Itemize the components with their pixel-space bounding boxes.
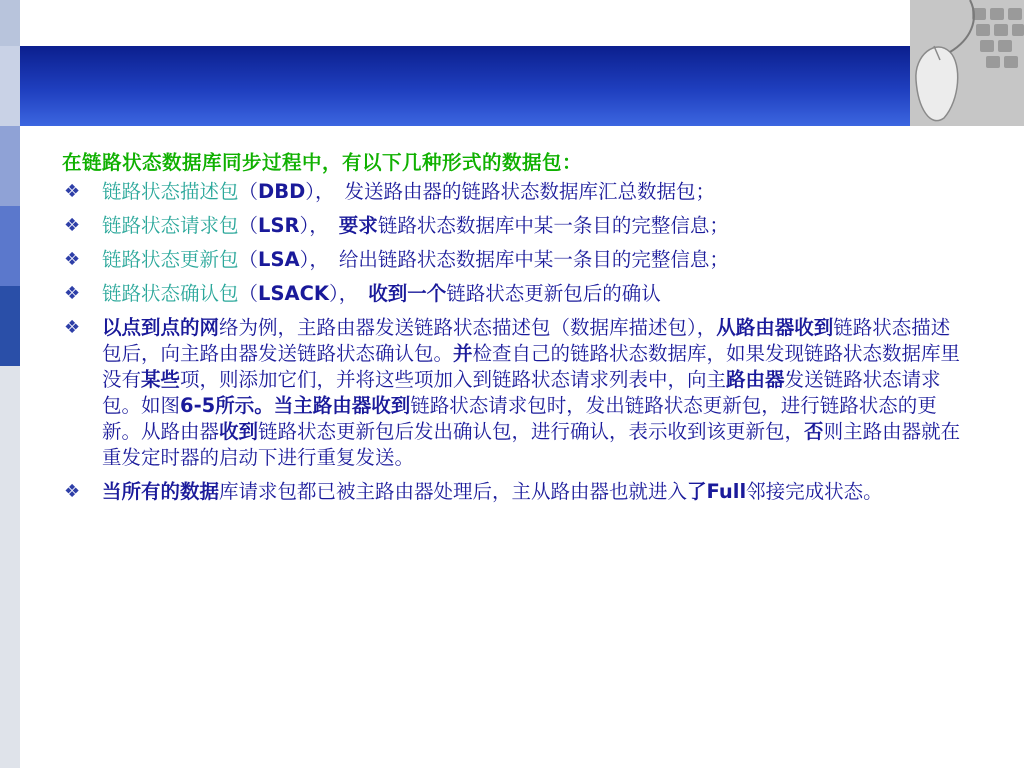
diamond-bullet-icon: ❖ [64, 317, 81, 338]
bullet-lsr: ❖ 链路状态请求包（LSR）， 要求链路状态数据库中某一条目的完整信息； [64, 214, 729, 237]
diamond-bullet-icon: ❖ [64, 481, 81, 502]
bullet-process-description: ❖ 以点到点的网络为例，主路由器发送链路状态描述包（数据库描述包），从路由器收到链路状态描述包后，向主路由器发送链路状态确认包。并检查自己的链路状态数据库，如果发现链路状态数据库里没有某些项，则添加它们，并将这些项加入到链路状态请求列表中，向主路由器发送链路状态请求包。如图6-5所示。当主路由器收到链路状态请求包时，发出链路状态更新包，进行链路状态的更新。从路由器收到链路状态更新包后发出确认包，进行确认，表示收到该更新包，否则主路由器就在重发定时器的启动下进行重复发送。 [64, 316, 961, 469]
slide-content [62, 150, 962, 513]
bullet-lsack: ❖ 链路状态确认包（LSACK）， 收到一个链路状态更新包后的确认 [64, 282, 661, 305]
diamond-bullet-icon: ❖ [64, 181, 81, 202]
diamond-bullet-icon: ❖ [64, 249, 81, 270]
keyboard-mouse-image [910, 0, 1024, 126]
diamond-bullet-icon: ❖ [64, 215, 81, 236]
bullet-lsa: ❖ 链路状态更新包（LSA）， 给出链路状态数据库中某一条目的完整信息； [64, 248, 729, 271]
bullet-dbd: ❖ 链路状态描述包（DBD）， 发送路由器的链路状态数据库汇总数据包； [64, 180, 716, 203]
title-banner [20, 46, 910, 126]
decorative-left-strip [0, 0, 20, 768]
bullet-full-state: ❖ 当所有的数据库请求包都已被主路由器处理后，主从路由器也就进入了Full邻接完成状态。 [64, 480, 883, 503]
intro-line: 在链路状态数据库同步过程中，有以下几种形式的数据包： [62, 151, 583, 174]
diamond-bullet-icon: ❖ [64, 283, 81, 304]
